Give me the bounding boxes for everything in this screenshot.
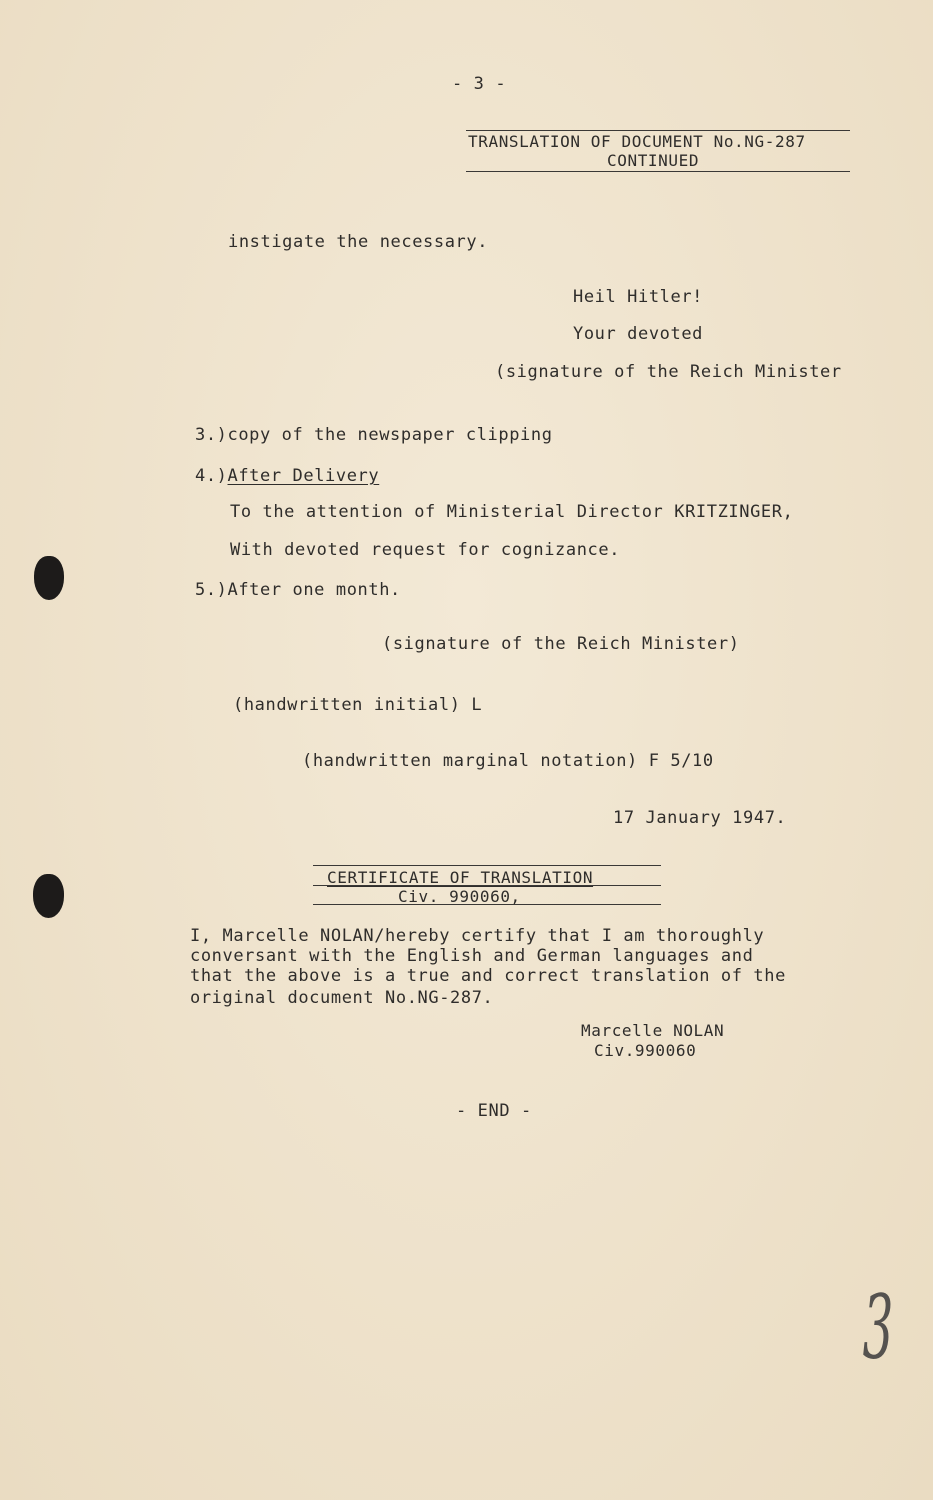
certificate-line-2: conversant with the English and German languages and <box>190 946 754 966</box>
item-3: 3.)copy of the newspaper clipping <box>195 425 553 445</box>
text-instigate: instigate the necessary. <box>228 232 489 252</box>
certificate-line-4: original document No.NG-287. <box>190 988 494 1008</box>
header-title: TRANSLATION OF DOCUMENT No.NG-287 <box>468 132 806 151</box>
certificate-civ: Civ. 990060, <box>398 887 521 906</box>
text-marginal: (handwritten marginal notation) F 5/10 <box>302 751 714 771</box>
page-number: - 3 - <box>452 74 507 94</box>
text-heil: Heil Hitler! <box>573 287 704 307</box>
signer-name: Marcelle NOLAN <box>581 1021 725 1040</box>
certificate-rule-bottom <box>313 904 661 905</box>
certificate-line-1: I, Marcelle NOLAN/hereby certify that I am thoroughly <box>190 926 765 946</box>
text-date: 17 January 1947. <box>613 808 787 828</box>
header-rule-top <box>466 130 850 131</box>
end-marker: - END - <box>456 1101 532 1121</box>
certificate-title: CERTIFICATE OF TRANSLATION <box>327 868 594 887</box>
header-rule-bottom <box>466 171 850 172</box>
text-devoted: Your devoted <box>573 324 704 344</box>
item-4 <box>195 466 379 486</box>
header-continued: CONTINUED <box>607 151 700 170</box>
text-attention: To the attention of Ministerial Director KRITZINGER, <box>230 502 794 522</box>
punch-hole-bottom <box>33 874 64 918</box>
item-4-label: After Delivery <box>227 466 380 486</box>
certificate-line-3: that the above is a true and correct translation of the <box>190 966 786 986</box>
handwritten-page-mark: 3 <box>862 1276 894 1379</box>
text-initial: (handwritten initial) L <box>233 695 483 715</box>
certificate-rule-mid <box>313 885 661 886</box>
signer-civ: Civ.990060 <box>594 1041 697 1060</box>
item-4-number: 4.) <box>195 466 228 486</box>
text-request: With devoted request for cognizance. <box>230 540 621 560</box>
item-5: 5.)After one month. <box>195 580 401 600</box>
text-signature-2: (signature of the Reich Minister) <box>382 634 740 654</box>
text-signature-1: (signature of the Reich Minister <box>495 362 842 382</box>
certificate-rule-top <box>313 865 661 866</box>
punch-hole-top <box>34 556 64 600</box>
